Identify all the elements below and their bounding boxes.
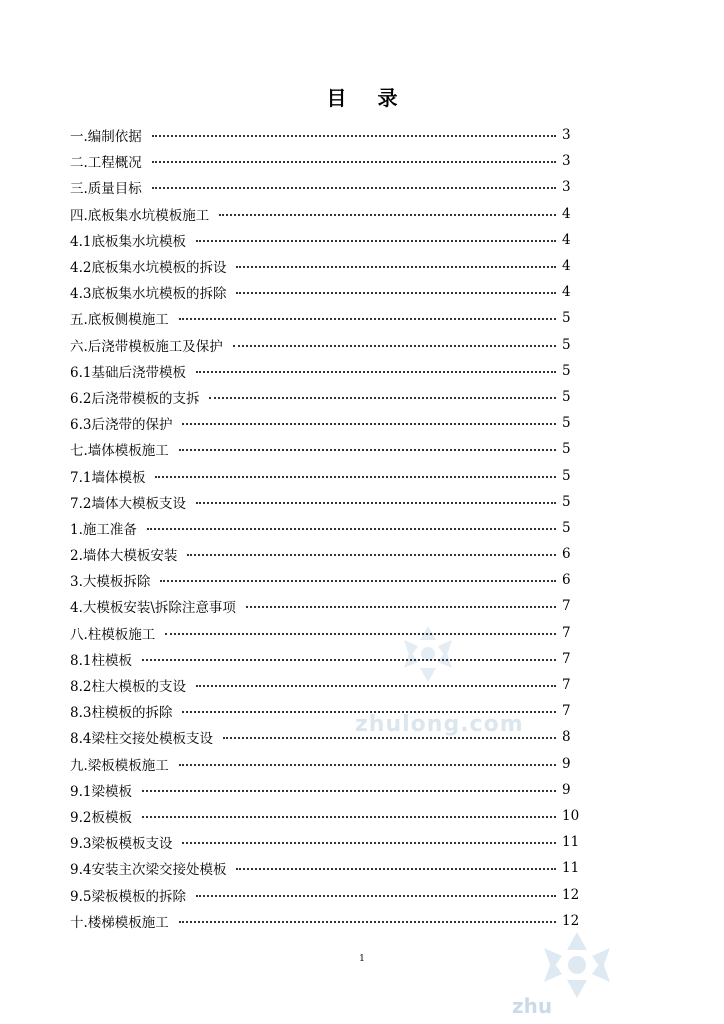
toc-leader <box>233 345 556 347</box>
toc-page: 11 <box>562 860 580 877</box>
toc-page: 4 <box>562 284 571 301</box>
toc-entry[interactable] <box>70 253 580 279</box>
toc-entry[interactable] <box>70 672 580 698</box>
toc-entry[interactable] <box>70 201 580 227</box>
toc-label: 1.施工准备 <box>70 521 137 538</box>
toc-label: 9.5梁板模板的拆除 <box>70 888 186 905</box>
toc-leader <box>152 135 556 137</box>
toc-leader <box>196 685 556 687</box>
toc-leader <box>179 318 556 320</box>
toc-entry[interactable] <box>70 567 580 593</box>
toc-label: 4.大模板安装\拆除注意事项 <box>70 600 236 617</box>
toc-label: 9.1梁模板 <box>70 783 132 800</box>
toc-leader <box>179 764 556 766</box>
toc-leader <box>196 895 556 897</box>
toc-page: 3 <box>562 153 571 170</box>
toc-entry[interactable] <box>70 358 580 384</box>
toc-label: 三.质量目标 <box>70 181 142 198</box>
toc-entry[interactable] <box>70 410 580 436</box>
toc-leader <box>196 502 556 504</box>
toc-page: 4 <box>562 258 571 275</box>
toc-entry[interactable] <box>70 489 580 515</box>
toc-label: 二.工程概况 <box>70 155 142 172</box>
toc-page: 4 <box>562 205 571 222</box>
toc-page: 5 <box>562 467 571 484</box>
toc-page: 5 <box>562 441 571 458</box>
toc-entry[interactable] <box>70 777 580 803</box>
toc-leader <box>187 554 556 556</box>
toc-entry[interactable] <box>70 724 580 750</box>
toc-page: 7 <box>562 650 571 667</box>
toc-entry[interactable] <box>70 593 580 619</box>
toc-label: 六.后浇带模板施工及保护 <box>70 338 223 355</box>
toc-leader <box>182 711 556 713</box>
toc-page: 3 <box>562 179 571 196</box>
toc-leader <box>160 580 556 582</box>
toc-entry[interactable] <box>70 620 580 646</box>
toc-label: 8.3柱模板的拆除 <box>70 705 173 722</box>
toc-entry[interactable] <box>70 332 580 358</box>
toc-label: 十.楼梯模板施工 <box>70 914 169 931</box>
toc-label: 9.4安装主次梁交接处模板 <box>70 862 227 879</box>
toc-page: 12 <box>562 912 580 929</box>
toc-page: 5 <box>562 362 571 379</box>
toc-entry[interactable] <box>70 462 580 488</box>
toc-leader <box>236 292 556 294</box>
toc-label: 9.3梁板模板支设 <box>70 836 173 853</box>
toc-leader <box>223 737 556 739</box>
toc-leader <box>182 423 556 425</box>
toc-page: 9 <box>562 755 571 772</box>
toc-label: 八.柱模板施工 <box>70 626 156 643</box>
toc-entry[interactable] <box>70 829 580 855</box>
toc-label: 6.3后浇带的保护 <box>70 417 173 434</box>
toc-entry[interactable] <box>70 908 580 934</box>
toc-leader <box>246 606 556 608</box>
toc-entry[interactable] <box>70 698 580 724</box>
toc-leader <box>147 528 556 530</box>
toc-label: 四.底板集水坑模板施工 <box>70 207 210 224</box>
toc-leader <box>155 476 556 478</box>
toc-entry[interactable] <box>70 384 580 410</box>
toc-leader <box>219 214 556 216</box>
toc-leader <box>179 449 556 451</box>
toc-page: 11 <box>562 834 580 851</box>
watermark-text: zhulong.com <box>355 712 524 737</box>
toc-leader <box>142 816 556 818</box>
toc-label: 4.1底板集水坑模板 <box>70 233 186 250</box>
page-title: 目 录 <box>326 86 410 110</box>
table-of-contents <box>70 122 580 934</box>
toc-entry[interactable] <box>70 122 580 148</box>
toc-leader <box>142 659 556 661</box>
toc-leader <box>165 633 556 635</box>
toc-label: 7.1墙体模板 <box>70 469 146 486</box>
toc-entry[interactable] <box>70 227 580 253</box>
toc-page: 5 <box>562 388 571 405</box>
toc-label: 4.2底板集水坑模板的拆设 <box>70 260 227 277</box>
toc-page: 7 <box>562 624 571 641</box>
toc-leader <box>142 790 556 792</box>
toc-page: 3 <box>562 127 571 144</box>
toc-page: 6 <box>562 572 571 589</box>
toc-label: 8.2柱大模板的支设 <box>70 679 186 696</box>
toc-label: 2.墙体大模板安装 <box>70 548 178 565</box>
toc-label: 6.2后浇带模板的支拆 <box>70 390 200 407</box>
toc-page: 10 <box>562 807 580 824</box>
toc-label: 3.大模板拆除 <box>70 574 151 591</box>
toc-page: 12 <box>562 886 580 903</box>
toc-entry[interactable] <box>70 803 580 829</box>
toc-label: 九.梁板模板施工 <box>70 757 169 774</box>
toc-entry[interactable] <box>70 279 580 305</box>
toc-page: 9 <box>562 781 571 798</box>
toc-entry[interactable] <box>70 174 580 200</box>
toc-page: 7 <box>562 703 571 720</box>
toc-page: 5 <box>562 415 571 432</box>
toc-page: 4 <box>562 231 571 248</box>
footer-page-number: 1 <box>359 954 365 964</box>
toc-entry[interactable] <box>70 881 580 907</box>
toc-entry[interactable] <box>70 436 580 462</box>
toc-label: 9.2板模板 <box>70 809 132 826</box>
watermark-corner-text: zhu <box>512 994 553 1018</box>
toc-entry[interactable] <box>70 541 580 567</box>
toc-leader <box>152 161 556 163</box>
toc-page: 7 <box>562 677 571 694</box>
toc-page: 5 <box>562 336 571 353</box>
toc-label: 七.墙体模板施工 <box>70 443 169 460</box>
toc-label: 8.4梁柱交接处模板支设 <box>70 731 213 748</box>
toc-page: 7 <box>562 598 571 615</box>
toc-leader <box>209 397 556 399</box>
toc-page: 5 <box>562 493 571 510</box>
toc-page: 6 <box>562 546 571 563</box>
toc-entry[interactable] <box>70 515 580 541</box>
toc-label: 一.编制依据 <box>70 129 142 146</box>
toc-entry[interactable] <box>70 148 580 174</box>
toc-page: 5 <box>562 310 571 327</box>
toc-page: 5 <box>562 519 571 536</box>
toc-label: 五.底板侧模施工 <box>70 312 169 329</box>
toc-entry[interactable] <box>70 855 580 881</box>
toc-entry[interactable] <box>70 751 580 777</box>
toc-label: 7.2墙体大模板支设 <box>70 495 186 512</box>
toc-leader <box>196 371 556 373</box>
toc-entry[interactable] <box>70 305 580 331</box>
toc-label: 4.3底板集水坑模板的拆除 <box>70 286 227 303</box>
watermark-corner-logo-icon <box>540 930 614 1000</box>
toc-leader <box>152 187 556 189</box>
toc-leader <box>196 240 556 242</box>
toc-leader <box>236 266 556 268</box>
toc-label: 6.1基础后浇带模板 <box>70 364 186 381</box>
toc-page: 8 <box>562 729 571 746</box>
toc-entry[interactable] <box>70 646 580 672</box>
toc-leader <box>179 921 556 923</box>
toc-label: 8.1柱模板 <box>70 652 132 669</box>
toc-leader <box>236 868 556 870</box>
toc-leader <box>182 842 556 844</box>
